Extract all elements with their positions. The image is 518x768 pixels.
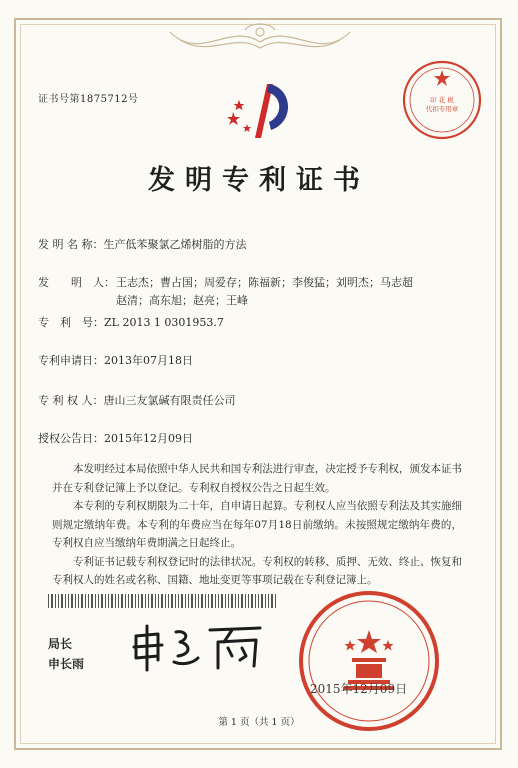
certificate-number: 证书号第1875712号: [38, 94, 139, 105]
director-signature: [128, 622, 268, 674]
patentee-value: 唐山三友氯碱有限责任公司: [103, 394, 236, 407]
inventors-value: [116, 274, 476, 310]
inventors-label: 发 明 人：: [38, 276, 115, 289]
director-block: [48, 634, 84, 674]
patent-number-value: ZL 2013 1 0301953.7: [104, 316, 224, 329]
inventors-line1: 王志杰；曹占国；周爱存；陈福新；李俊猛；刘明杰；马志超: [116, 276, 413, 289]
filing-date-value: 2013年07月18日: [104, 354, 193, 367]
invention-name-label: 发 明 名 称：: [38, 238, 104, 251]
barcode-strip: [48, 594, 278, 608]
body-paragraph-2: 本专利的专利权期限为二十年，自申请日起算。专利权人应当依照专利法及其实施细则规定缴纳年费。本专利的年费应当在每年07月18日前缴纳。未按照规定缴纳年费的，专利权自应当缴纳年费期满之日起终止。: [52, 500, 462, 549]
director-name: 申长雨: [48, 657, 85, 671]
certificate-title: 发明专利证书: [148, 165, 370, 196]
patent-number-label: 专 利 号：: [38, 316, 104, 329]
seal-date: 2015年12月09日: [310, 682, 408, 696]
invention-name-value: 生产低苯聚氯乙烯树脂的方法: [103, 238, 247, 251]
grant-date-row: [38, 430, 193, 448]
body-paragraph-3: 专利证书记载专利权登记时的法律状况。专利权的转移、质押、无效、终止、恢复和专利权人的姓名或名称、国籍、地址变更等事项记载在专利登记簿上。: [52, 555, 462, 586]
certificate-body: [52, 460, 462, 590]
patent-office-logo: [225, 78, 297, 150]
filing-date-label: 专利申请日：: [38, 354, 104, 367]
inventors-line2: 赵清；高东旭；赵亮；王峰: [116, 294, 248, 307]
filing-date-row: [38, 352, 193, 370]
patent-number-row: [38, 314, 224, 332]
grant-date-value: 2015年12月09日: [104, 432, 193, 445]
director-title: 局长: [48, 637, 73, 651]
patentee-row: [38, 392, 236, 410]
top-ornament: [150, 22, 370, 62]
body-paragraph-1: 本发明经过本局依照中华人民共和国专利法进行审查，决定授予专利权，颁发本证书并在专利登记簿上予以登记。专利权自授权公告之日起生效。: [52, 463, 462, 494]
tax-seal-line1: 印 花 税: [430, 96, 454, 104]
patentee-label: 专 利 权 人：: [38, 394, 104, 407]
invention-name-row: [38, 236, 247, 254]
tax-seal-line2: 代扣专用章: [425, 105, 459, 113]
page-number: 第 1 页（共 1 页）: [218, 717, 300, 728]
tax-seal-text: [412, 96, 472, 114]
grant-date-label: 授权公告日：: [38, 432, 104, 445]
